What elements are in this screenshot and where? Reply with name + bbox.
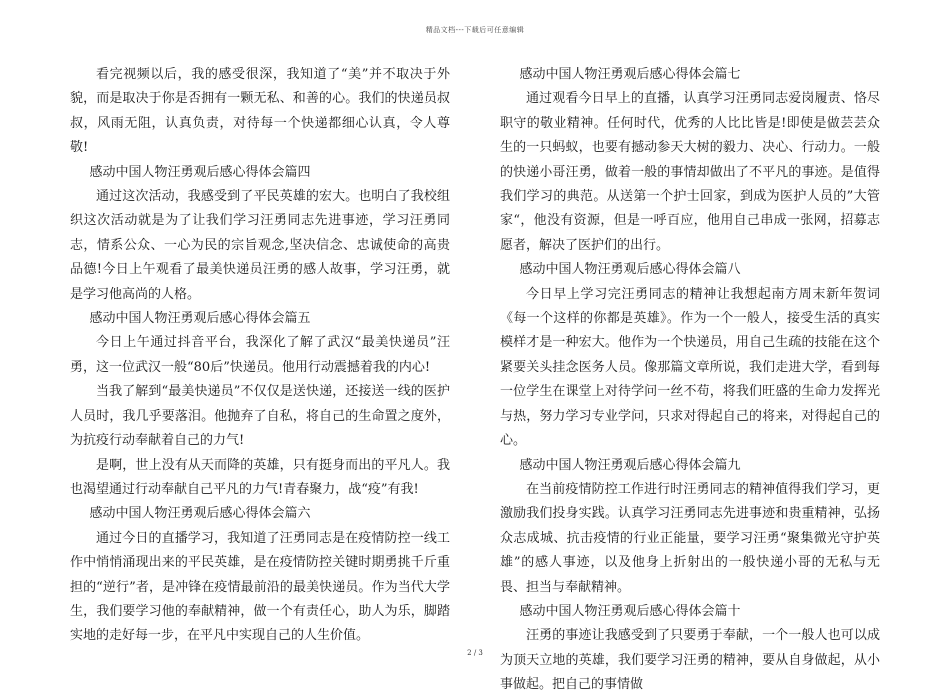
left-column [70,63,450,649]
paragraph: 今日早上学习完汪勇同志的精神让我想起南方周末新年贺词《每一个这样的你都是英雄》。作为一个一般人，接受生活的真实模样才是一种宏大。他作为一个快递员，用自己生疏的技能在这个紧要关头挂念医务人员。像那篇文章所说，我们走进大学，看到每一位学生在课堂上对待学问一丝不苟，将我们旺盛的生命力发挥光与热，努力学习专业学问，只求对得起自己的将来，对得起自己的心。 [500,286,880,449]
paragraph: 通过这次活动，我感受到了平民英雄的宏大。也明白了我校组织这次活动就是为了让我们学习汪勇同志先进事迹，学习汪勇同志，情系公众、一心为民的宗旨观念,坚决信念、忠诚使命的高贵品德!今日上午观看了最美快递员汪勇的感人故事，学习汪勇，就是学习他高尚的人格。 [70,189,450,302]
page-header: 精品文档---下载后可任意编辑 [425,26,525,34]
right-column [500,63,880,698]
section-heading: 感动中国人物汪勇观后感心得体会篇六 [89,506,311,522]
section-heading: 感动中国人物汪勇观后感心得体会篇四 [89,164,311,180]
paragraph: 当我了解到“最美快递员”不仅仅是送快递，还接送一线的医护人员时，我几乎要落泪。他抛弃了自私，将自己的生命置之度外，为抗疫行动奉献着自己的力气! [70,384,450,449]
page-number: 2 / 3 [467,649,483,657]
paragraph: 今日上午通过抖音平台，我深化了解了武汉“最美快递员”汪勇，这一位武汉一般“80后”快递员。他用行动震撼着我的内心! [70,335,450,375]
section-heading: 感动中国人物汪勇观后感心得体会篇七 [519,67,741,82]
paragraph: 通过观看今日早上的直播，认真学习汪勇同志爱岗履责、恪尽职守的敬业精神。任何时代，优秀的人比比皆是!即使是做芸芸众生的一只蚂蚁，也要有撼动参天大树的毅力、决心、行动力。一般的快递小哥汪勇，做着一般的事情却做出了不平凡的事迹。是值得我们学习的典范。从送第一个护士回家，到成为医护人员的”大管家“，他没有资源，但是一呼百应，他用自己串成一张网，招募志愿者，解决了医护们的出行。 [500,91,880,253]
paragraph: 看完视频以后，我的感受很深，我知道了“美”并不取决于外貌，而是取决于你是否拥有一颗无私、和善的心。我们的快递员叔叔，风雨无阻，认真负责，对待每一个快递都细心认真，令人尊敬! [70,67,450,156]
paragraph: 是啊，世上没有从天而降的英雄，只有挺身而出的平凡人。我也渴望通过行动奉献自己平凡的力气!青春聚力，战“疫”有我! [70,457,450,497]
paragraph: 通过今日的直播学习，我知道了汪勇同志是在疫情防控一线工作中悄悄涌现出来的平民英雄，是在疫情防控关键时期勇挑千斤重担的“逆行”者，是冲锋在疫情最前沿的最美快递员。作为当代大学生，我们要学习他的奉献精神，做一个有责任心，助人为乐，脚踏实地的走好每一步，在平凡中实现自己的人生价值。 [70,530,450,644]
section-heading: 感动中国人物汪勇观后感心得体会篇八 [519,262,741,278]
paragraph: 汪勇的事迹让我感受到了只要勇于奉献，一个一般人也可以成为顶天立地的英雄，我们要学习汪勇的精神，要从自身做起，从小事做起。把自己的事情做 [500,628,880,693]
paragraph: 在当前疫情防控工作进行时汪勇同志的精神值得我们学习，更激励我们投身实践。认真学习汪勇同志先进事迹和贵重精神，弘扬众志成城、抗击疫情的行业正能量，要学习汪勇“聚集微光守护英雄”的感人事迹，以及他身上折射出的一般快递小哥的无私与无畏、担当与奉献精神。 [500,481,880,595]
section-heading: 感动中国人物汪勇观后感心得体会篇五 [89,311,311,327]
section-heading: 感动中国人物汪勇观后感心得体会篇十 [519,603,741,619]
section-heading: 感动中国人物汪勇观后感心得体会篇九 [519,457,741,473]
